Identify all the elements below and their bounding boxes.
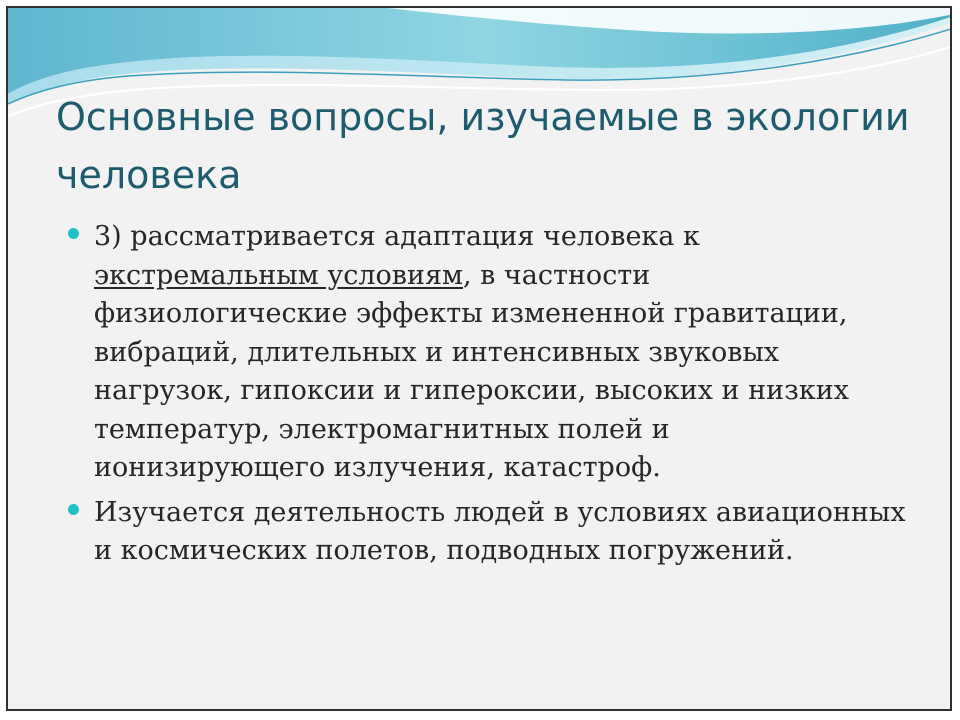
- bullet-dot-icon: [68, 228, 79, 239]
- bullet-list: [68, 218, 908, 577]
- bullet-text: Изучается деятельность людей в условиях авиационных и космических полетов, подводных погружений.: [94, 496, 906, 566]
- bullet-text-suffix: , в частности физиологические эффекты измененной гравитации, вибраций, длительных и интенсивных звуковых нагрузок, гипоксии и гипероксии, высоких и низких температур, электромагнитных полей и ионизирующего излучения, катастроф.: [94, 259, 849, 483]
- bullet-item: [68, 218, 908, 488]
- slide-title: Основные вопросы, изучаемые в экологии человека: [56, 95, 910, 197]
- bullet-item: [68, 494, 908, 571]
- slide-frame: [6, 6, 952, 711]
- bullet-underlined-term: экстремальным условиям: [94, 259, 463, 291]
- bullet-dot-icon: [68, 504, 79, 515]
- bullet-text-prefix: 3) рассматривается адаптация человека к: [94, 221, 700, 252]
